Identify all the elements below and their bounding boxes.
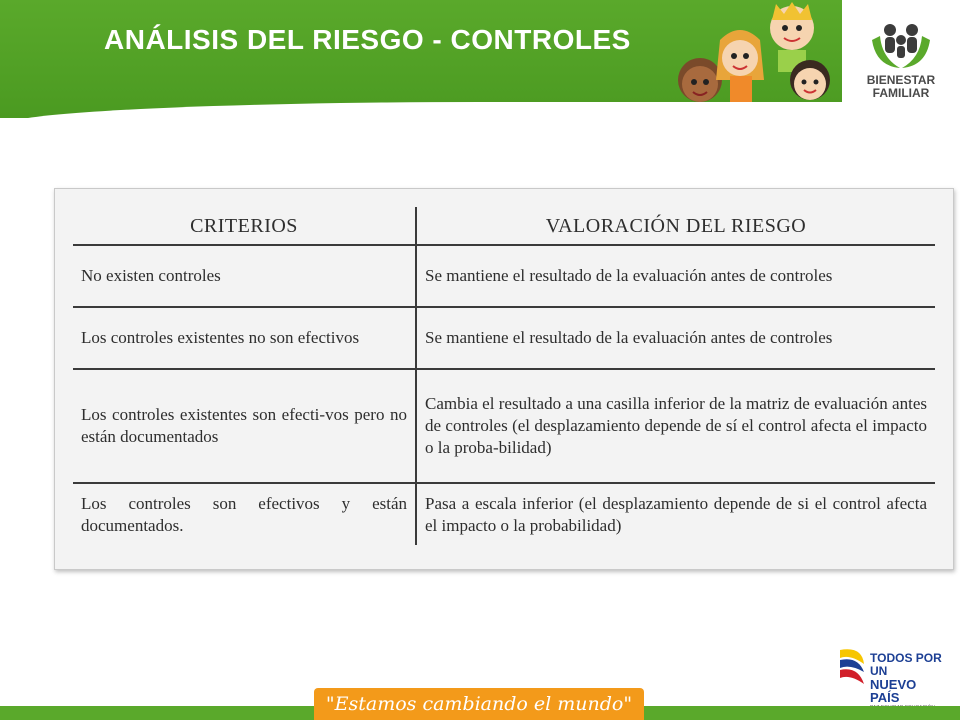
criterio-cell: No existen controles: [73, 245, 416, 307]
valoracion-cell: Se mantiene el resultado de la evaluación antes de controles: [416, 245, 935, 307]
logo-wordmark: [842, 74, 960, 100]
table-row: [73, 245, 935, 307]
family-hands-icon: [842, 0, 960, 74]
column-header-criterios: CRITERIOS: [73, 207, 416, 245]
valoracion-cell: Se mantiene el resultado de la evaluación antes de controles: [416, 307, 935, 369]
table-row: [73, 483, 935, 545]
column-header-valoracion: VALORACIÓN DEL RIESGO: [416, 207, 935, 245]
header-band: [0, 0, 960, 118]
valoracion-cell: Cambia el resultado a una casilla inferior de la matriz de evaluación antes de controles (el desplazamiento depende de sí el control afecta el impacto o la proba-bilidad): [416, 369, 935, 483]
criterio-cell: Los controles existentes no son efectivos: [73, 307, 416, 369]
criterio-cell: Los controles son efectivos y están documentados.: [73, 483, 416, 545]
todos-por-un-nuevo-pais-logo: [836, 644, 946, 705]
criterio-cell: Los controles existentes son efecti-vos pero no están documentados: [73, 369, 416, 483]
gov-logo-text: [870, 652, 946, 712]
children-illustration-icon: [660, 0, 840, 110]
page-title: ANÁLISIS DEL RIESGO - CONTROLES: [104, 24, 631, 55]
table-row: [73, 307, 935, 369]
bienestar-familiar-logo: [842, 0, 960, 122]
table-row: [73, 369, 935, 483]
logo-line-1: BIENESTAR: [866, 73, 936, 87]
colombia-flag-swoosh-icon: [836, 644, 868, 694]
gov-logo-line-1: TODOS POR UN: [870, 651, 942, 678]
criteria-table-panel: [54, 188, 954, 570]
table-header-row: [73, 207, 935, 245]
criteria-table: [73, 207, 935, 545]
gov-logo-line-2: NUEVO PAÍS: [870, 677, 917, 705]
logo-line-2: FAMILIAR: [872, 86, 930, 100]
valoracion-cell: Pasa a escala inferior (el desplazamiento depende de si el control afecta el impacto o la probabilidad): [425, 493, 927, 535]
slogan-banner: "Estamos cambiando el mundo": [314, 688, 644, 720]
